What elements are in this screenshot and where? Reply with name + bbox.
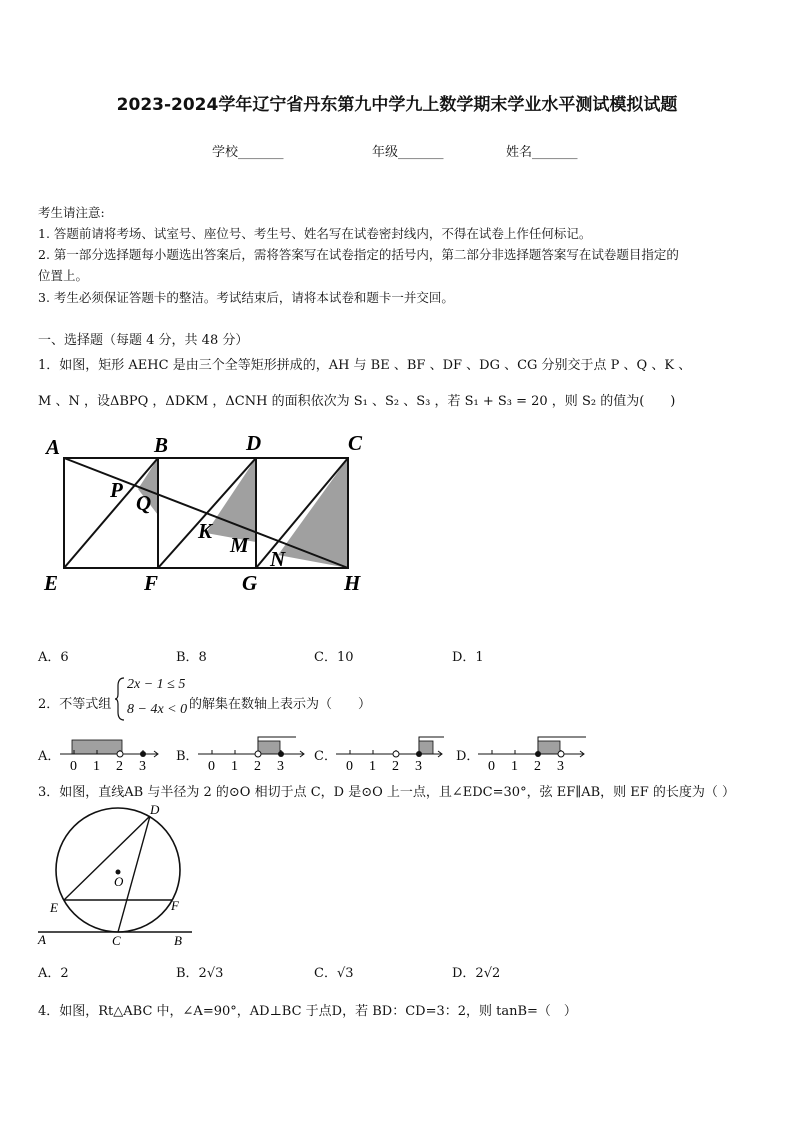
tick-label: 1 [369,759,376,774]
note-2a: 2. 第一部分选择题每小题选出答案后，需将答案写在试卷指定的括号内，第二部分非选择题答案写在试卷题目指定的 [38,247,679,262]
q2-option-b-letter[interactable]: B． [176,749,199,764]
note-2b: 位置上。 [38,268,89,283]
q1-option-b[interactable]: B．8 [176,650,207,665]
q3-label-F: F [171,898,179,913]
q2-option-a-numberline[interactable] [58,730,168,774]
q3-figure [34,800,204,952]
q1-option-a[interactable]: A．6 [38,650,69,665]
label-C: C [348,431,363,455]
tick-label: 1 [231,759,238,774]
q2-option-c-numberline[interactable] [334,730,450,774]
q3-label-C: C [112,933,121,948]
q2-brace [114,676,126,722]
notes-heading: 考生请注意: [38,205,105,220]
school-field: 学校_______ [212,145,284,160]
q2-option-d-numberline[interactable] [476,730,592,774]
q1-option-c[interactable]: C．10 [314,650,354,665]
tick-label: 2 [392,759,399,774]
label-K: K [198,519,213,543]
tick-label: 0 [70,759,77,774]
q2-option-b-numberline[interactable] [196,730,312,774]
tick-label: 0 [346,759,353,774]
name-field: 姓名_______ [506,145,578,160]
q3-option-b[interactable]: B．2√3 [176,966,224,981]
tick-label: 0 [488,759,495,774]
note-1: 1. 答题前请将考场、试室号、座位号、考生号、姓名写在试卷密封线内，不得在试卷上作任何标记。 [38,226,592,241]
tick-label: 0 [208,759,215,774]
q1-option-d[interactable]: D．1 [452,650,484,665]
tick-label: 1 [93,759,100,774]
tick-label: 1 [511,759,518,774]
label-A: A [46,435,61,459]
q2-option-d-letter[interactable]: D． [456,749,480,764]
label-D: D [246,431,262,455]
tick-label: 3 [139,759,146,774]
note-3: 3. 考生必须保证答题卡的整洁。考试结束后，请将本试卷和题卡一并交回。 [38,290,454,305]
grade-field: 年级_______ [372,145,444,160]
tick-label: 2 [254,759,261,774]
q3-label-O: O [114,874,124,889]
q3-option-d[interactable]: D．2√2 [452,966,501,981]
q3-text: 3．如图，直线AB 与半径为 2 的⊙O 相切于点 C，D 是⊙O 上一点，且∠EDC=30°，弦 EF∥AB，则 EF 的长度为（ ） [38,785,736,800]
tick-label: 3 [415,759,422,774]
label-P: P [110,478,123,502]
q2-option-c-letter[interactable]: C． [314,749,337,764]
tick-label: 3 [557,759,564,774]
label-F: F [144,571,159,595]
q2-suffix: 的解集在数轴上表示为（ ） [189,697,372,712]
q3-label-B: B [174,933,182,948]
q1-line2: M 、N ，设ΔBPQ ，ΔDKM ，ΔCNH 的面积依次为 S₁ 、S₂ 、S₃ ，若 S₁ + S₃ = 20 ，则 S₂ 的值为( ) [38,394,676,409]
q4-text: 4．如图，Rt△ABC 中，∠A=90°，AD⊥BC 于点D，若 BD：CD=3：2，则 tanB=（ ） [38,1004,577,1019]
section-heading: 一、选择题（每题 4 分，共 48 分） [38,333,249,348]
q3-label-E: E [50,900,58,915]
q3-option-c[interactable]: C．√3 [314,966,354,981]
tick-label: 2 [534,759,541,774]
q2-inequality-2: 8 − 4x < 0 [127,702,188,717]
label-Q: Q [136,491,152,515]
label-B: B [154,433,169,457]
page-title: 2023-2024学年辽宁省丹东第九中学九上数学期末学业水平测试模拟试题 [116,95,678,115]
q2-prefix: 2．不等式组 [38,697,112,712]
q2-inequality-1: 2x − 1 ≤ 5 [127,677,186,692]
label-E: E [44,571,59,595]
tick-label: 2 [116,759,123,774]
label-H: H [344,571,361,595]
tick-label: 3 [277,759,284,774]
label-G: G [242,571,258,595]
q3-label-D: D [150,802,160,817]
q2-option-a-letter[interactable]: A． [38,749,61,764]
q1-figure [38,430,378,600]
label-M: M [230,533,249,557]
label-N: N [270,547,286,571]
q3-label-A: A [38,932,46,947]
q3-option-a[interactable]: A．2 [38,966,69,981]
q1-line1: 1．如图，矩形 AEHC 是由三个全等矩形拼成的，AH 与 BE 、BF 、DF 、DG 、CG 分别交于点 P 、Q 、K 、 [38,358,692,373]
